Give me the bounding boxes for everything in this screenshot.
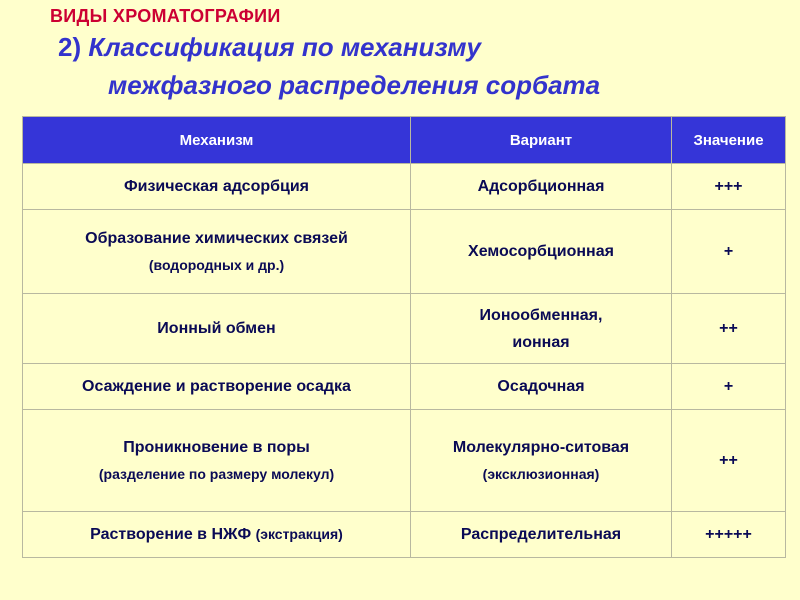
variant-text: Хемосорбционная [468, 243, 614, 260]
table-row [23, 164, 786, 210]
value-cell: +++ [672, 164, 786, 210]
variant-text-line-2: (эксклюзионная) [482, 465, 600, 482]
table-row [23, 294, 786, 364]
value-cell: + [672, 210, 786, 294]
mechanism-cell [23, 512, 411, 558]
mechanism-text: Физическая адсорбция [123, 178, 310, 195]
table-header-row [23, 117, 786, 164]
variant-cell [411, 164, 672, 210]
mechanism-note: (разделение по размеру молекул) [98, 465, 335, 482]
title-text-1: Классификация по механизму [88, 32, 481, 62]
variant-cell [411, 410, 672, 512]
classification-table [22, 116, 786, 558]
variant-text: Распределительная [460, 526, 622, 543]
variant-cell [411, 210, 672, 294]
value-cell: + [672, 364, 786, 410]
value-cell: ++ [672, 410, 786, 512]
mechanism-text: Ионный обмен [157, 320, 276, 337]
mechanism-cell [23, 164, 411, 210]
table-row [23, 364, 786, 410]
table-row [23, 410, 786, 512]
variant-text: Молекулярно-ситовая [452, 438, 630, 456]
mechanism-note: (экстракция) [255, 526, 343, 542]
mechanism-text: Осаждение и растворение осадка [82, 378, 351, 395]
mechanism-cell [23, 410, 411, 512]
variant-cell [411, 294, 672, 364]
value-cell: ++ [672, 294, 786, 364]
mechanism-text: Растворение в НЖФ [90, 526, 252, 543]
variant-text: Осадочная [497, 378, 585, 395]
title-number: 2) [58, 32, 82, 62]
variant-text-line-2: ионная [512, 333, 570, 351]
mechanism-text: Проникновение в поры [123, 438, 310, 456]
table-row [23, 512, 786, 558]
column-header-value: Значение [672, 117, 786, 164]
variant-text: Адсорбционная [477, 178, 605, 195]
column-header-mechanism: Механизм [23, 117, 411, 164]
mechanism-note: (водородных и др.) [148, 256, 285, 273]
slide-title-line-2: межфазного распределения сорбата [108, 70, 601, 100]
mechanism-cell [23, 364, 411, 410]
slide-kicker: ВИДЫ ХРОМАТОГРАФИИ [50, 6, 281, 26]
table-row [23, 210, 786, 294]
column-header-variant: Вариант [411, 117, 672, 164]
variant-cell [411, 512, 672, 558]
mechanism-cell [23, 294, 411, 364]
mechanism-cell [23, 210, 411, 294]
variant-text: Ионообменная, [479, 306, 603, 324]
value-cell: +++++ [672, 512, 786, 558]
variant-cell [411, 364, 672, 410]
mechanism-text: Образование химических связей [85, 229, 348, 247]
slide-title-line-1 [58, 32, 481, 63]
